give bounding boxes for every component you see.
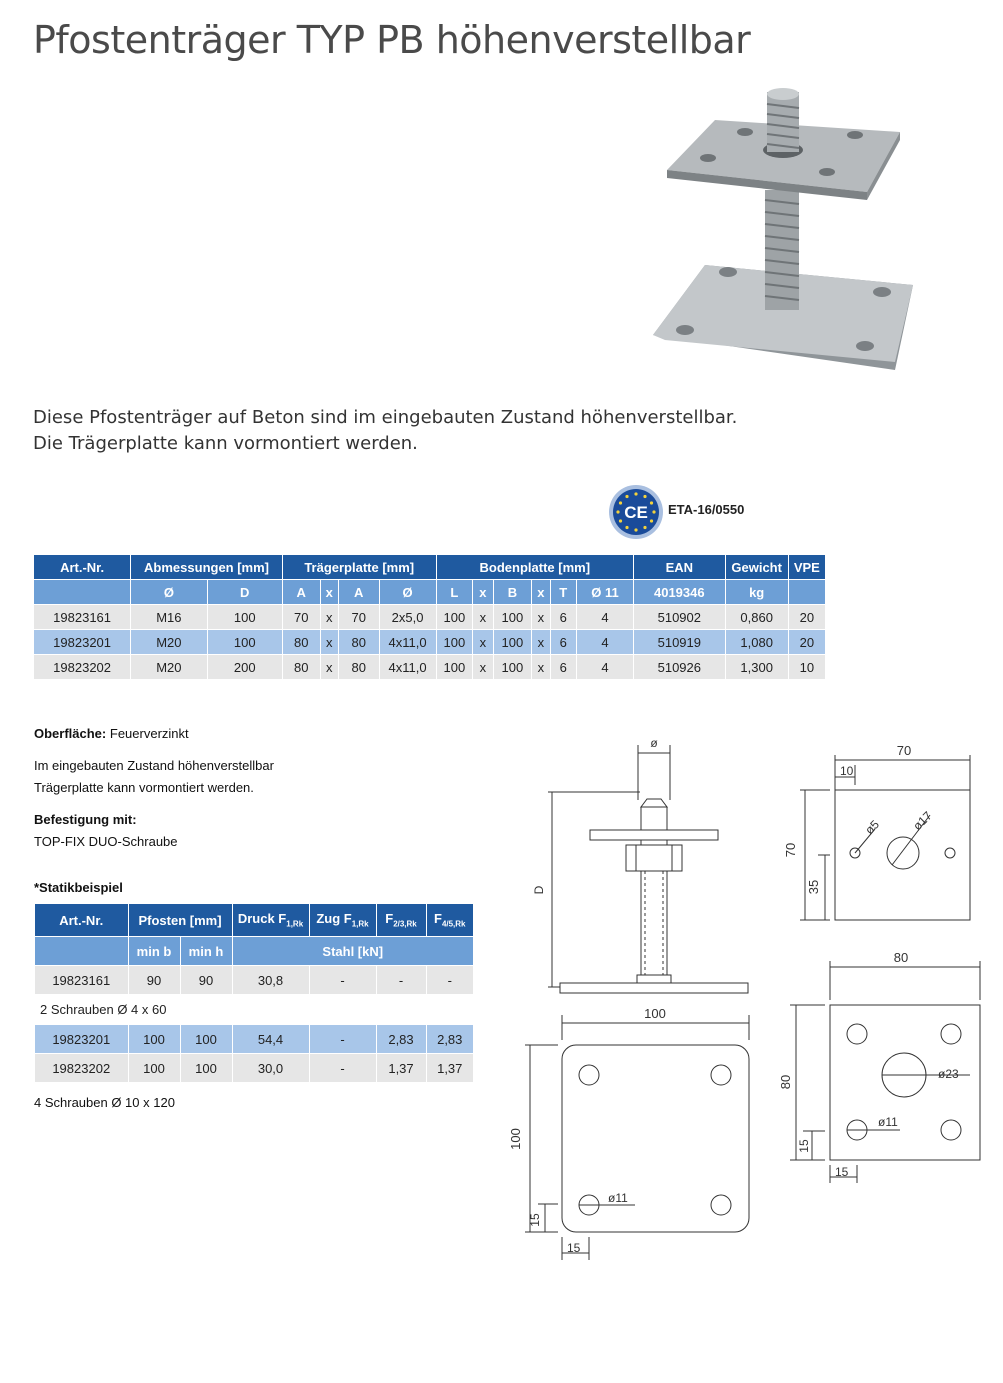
table-cell: 70 [282,605,320,630]
table-cell: 4 [577,605,634,630]
table-cell: M20 [131,655,207,680]
subheader-cell [788,580,825,605]
table-cell: 1,37 [426,1054,473,1083]
ce-mark-label: CE [624,503,648,522]
table-cell: 100 [493,655,532,680]
top80-hole-big-label: ø23 [938,1067,959,1081]
col-abmessungen: Abmessungen [mm] [131,555,283,580]
subheader-cell: x [532,580,550,605]
base100-hole-label: ø11 [608,1191,628,1205]
table-cell: 19823161 [35,966,128,995]
statik-col-art: Art.-Nr. [35,904,128,937]
table-cell: - [426,966,473,995]
top-plate-80-drawing [778,950,980,1183]
druck-sub: 1,Rk [286,919,304,929]
side-d-label: D [532,885,546,895]
table-cell: 80 [338,630,379,655]
table-cell: 90 [128,966,180,995]
subheader-cell: A [338,580,379,605]
table-cell: 100 [436,605,473,630]
table-cell: x [320,605,338,630]
top80-width-label: 80 [893,950,909,965]
fastening-label: Befestigung mit: [34,812,137,827]
table-cell: 19823201 [35,1025,128,1054]
col-gewicht: Gewicht [725,555,788,580]
table-cell: 90 [180,966,232,995]
subheader-cell: D [207,580,282,605]
table-row [34,630,825,655]
table-cell: - [376,966,426,995]
base100-offset-y-label: 15 [528,1213,542,1227]
table-cell: 80 [282,655,320,680]
note-line-2: Trägerplatte kann vormontiert werden. [34,780,254,795]
subheader-min-b: min b [128,937,180,966]
table-cell: 30,8 [232,966,309,995]
f23-sub: 2/3,Rk [393,919,417,929]
screws-note-row [35,994,473,1025]
table-cell: 0,860 [725,605,788,630]
table-cell: 19823202 [35,1054,128,1083]
surface-label: Oberfläche: [34,726,107,741]
side-diameter-label: ø [650,736,658,750]
top80-offset-x-label: 15 [835,1165,849,1179]
subheader-min-h: min h [180,937,232,966]
table-cell: 6 [550,605,576,630]
subheader-cell: Ø [379,580,436,605]
table-cell: 4 [577,630,634,655]
table-cell: 80 [282,630,320,655]
table-row [35,1054,473,1083]
table-row [35,966,473,995]
subheader-cell: B [493,580,532,605]
table-cell: x [532,630,550,655]
table-cell: x [532,605,550,630]
note-line-1: Im eingebauten Zustand höhenverstellbar [34,758,274,773]
subheader-cell: 4019346 [634,580,726,605]
table-cell: 1,300 [725,655,788,680]
table-cell: 100 [436,630,473,655]
top80-hole-small-label: ø11 [878,1115,898,1129]
statik-table-header [35,904,473,937]
table-cell: 6 [550,630,576,655]
statik-table [35,904,473,1082]
base100-height-label: 100 [508,1128,523,1150]
col-bodenplatte: Bodenplatte [mm] [436,555,633,580]
table-cell: M20 [131,630,207,655]
side-view-drawing [532,736,748,993]
table-cell: 19823161 [34,605,131,630]
statik-col-zug [309,904,376,937]
top-plate-70-drawing [783,743,970,920]
table-cell: 54,4 [232,1025,309,1054]
subheader-cell: L [436,580,473,605]
table-cell: x [473,630,493,655]
subheader-cell: T [550,580,576,605]
table-cell: 100 [128,1054,180,1083]
screws-note-2: 4 Schrauben Ø 10 x 120 [34,1095,175,1110]
eta-number: ETA-16/0550 [668,502,745,517]
table-cell: 510919 [634,630,726,655]
product-photo [645,80,920,375]
subheader-cell: kg [725,580,788,605]
table-cell: 20 [788,605,825,630]
table-row [34,605,825,630]
top80-offset-y-label: 15 [797,1139,811,1153]
statik-col-f45 [426,904,473,937]
ce-badge-icon [608,484,664,540]
col-vpe: VPE [788,555,825,580]
statik-label: *Statikbeispiel [34,880,123,895]
table-cell: 10 [788,655,825,680]
subheader-stahl: Stahl [kN] [232,937,473,966]
main-spec-table [34,555,825,679]
certification [608,484,768,540]
col-art-nr: Art.-Nr. [34,555,131,580]
top70-offset-label: 35 [806,879,821,895]
table-cell: 4x11,0 [379,630,436,655]
top70-height-label: 70 [783,842,798,858]
statik-col-f23 [376,904,426,937]
subheader-cell: Ø [131,580,207,605]
table-row [35,1025,473,1054]
top70-hole-small-label: ø5 [862,817,883,838]
subheader-cell: x [473,580,493,605]
druck-label: Druck F [237,911,287,927]
table-cell: - [309,1054,376,1083]
col-ean: EAN [634,555,726,580]
table-cell: 2,83 [426,1025,473,1054]
table-cell: 70 [338,605,379,630]
base-plate-100-drawing [508,1006,749,1260]
table-cell: 100 [128,1025,180,1054]
table-cell: 100 [436,655,473,680]
table-cell: 200 [207,655,282,680]
subheader-cell: Ø 11 [577,580,634,605]
surface-value: Feuerverzinkt [109,726,189,741]
table-cell: M16 [131,605,207,630]
table-cell: 4 [577,655,634,680]
subheader-cell [34,580,131,605]
top80-height-label: 80 [778,1074,793,1090]
screws-note-1: 2 Schrauben Ø 4 x 60 [35,994,473,1025]
table-cell: 100 [207,605,282,630]
statik-col-pfosten: Pfosten [mm] [128,904,232,937]
table-cell: 2x5,0 [379,605,436,630]
table-cell: 20 [788,630,825,655]
page-title: Pfostenträger TYP PB höhenverstellbar [33,18,751,62]
table-cell: x [320,630,338,655]
table-cell: 4x11,0 [379,655,436,680]
table-row [34,655,825,680]
table-cell: 1,37 [376,1054,426,1083]
table-cell: 100 [180,1054,232,1083]
table-cell: 510902 [634,605,726,630]
table-cell: 19823202 [34,655,131,680]
statik-col-druck [232,904,309,937]
subheader-cell [35,937,128,966]
main-table-subheader [34,580,825,605]
table-cell: 80 [338,655,379,680]
subheader-cell: A [282,580,320,605]
base100-width-label: 100 [644,1006,666,1021]
table-cell: 2,83 [376,1025,426,1054]
statik-table-subheader [35,937,473,966]
zug-sub: 1,Rk [351,919,369,929]
intro-line-1: Diese Pfostenträger auf Beton sind im eingebauten Zustand höhenverstellbar. [33,407,738,428]
table-cell: 30,0 [232,1054,309,1083]
f45-label: F [433,911,442,927]
table-cell: 6 [550,655,576,680]
table-cell: x [473,655,493,680]
fastening-value: TOP-FIX DUO-Schraube [34,834,178,849]
base100-offset-x-label: 15 [567,1241,581,1255]
zug-label: Zug F [316,911,352,927]
f23-label: F [385,911,394,927]
surface-note [34,726,189,741]
technical-drawings [500,725,1000,1285]
table-cell: 19823201 [34,630,131,655]
table-cell: - [309,1025,376,1054]
top70-edge-label: 10 [840,764,854,778]
table-cell: x [473,605,493,630]
table-cell: 510926 [634,655,726,680]
top70-hole-big-label: ø17 [910,808,935,834]
table-cell: 100 [207,630,282,655]
table-cell: x [532,655,550,680]
f45-sub: 4/5,Rk [441,919,466,929]
table-cell: 100 [180,1025,232,1054]
table-cell: x [320,655,338,680]
top70-width-label: 70 [896,743,912,758]
intro-line-2: Die Trägerplatte kann vormontiert werden. [33,433,418,454]
table-cell: 1,080 [725,630,788,655]
table-cell: 100 [493,630,532,655]
col-traegerplatte: Trägerplatte [mm] [282,555,436,580]
main-table-header [34,555,825,580]
table-cell: - [309,966,376,995]
table-cell: 100 [493,605,532,630]
subheader-cell: x [320,580,338,605]
